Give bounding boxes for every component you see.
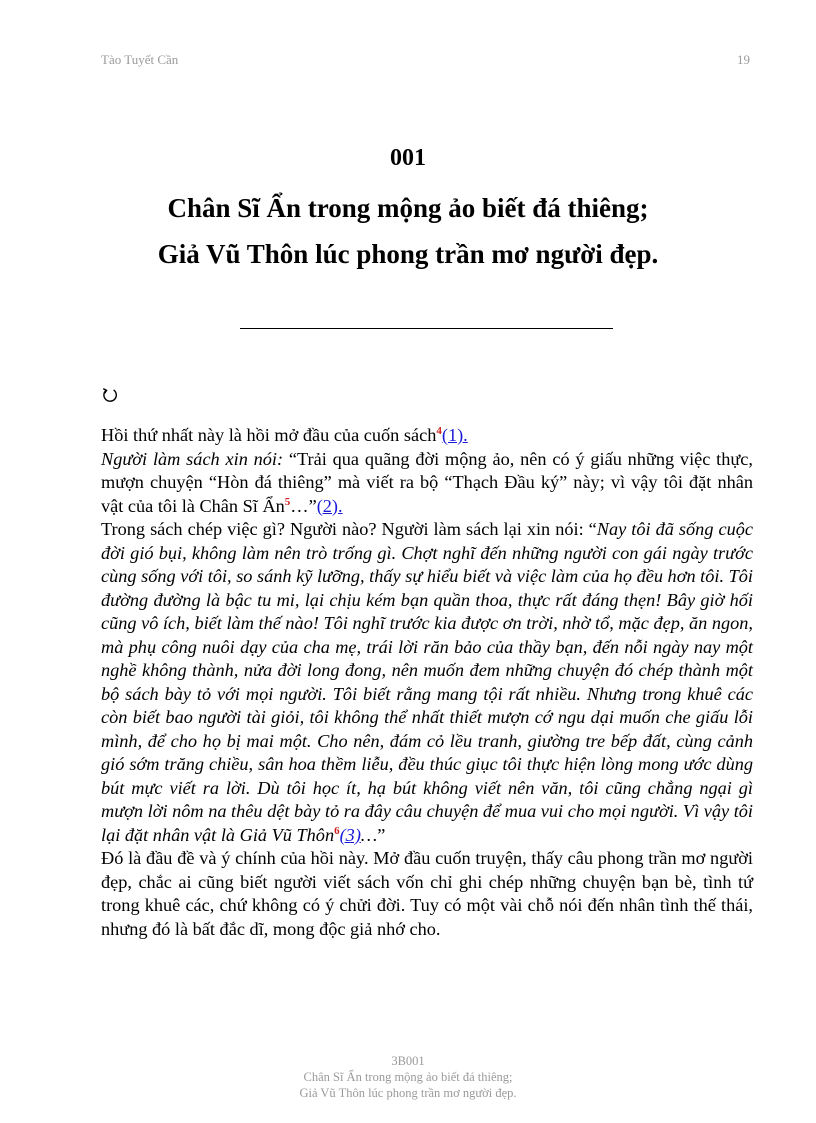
footnote-link-3[interactable]: (3): [339, 824, 361, 845]
chapter-heading: [60, 140, 756, 282]
chapter-title-line-1: Chân Sĩ Ẩn trong mộng ảo biết đá thiêng;: [167, 193, 649, 223]
chapter-number: 001: [390, 145, 426, 171]
header-author: Tào Tuyết Cần: [101, 52, 179, 67]
paragraph-3-italic: Nay tôi đã sống cuộc đời gió bụi, không làm nên trò trống gì. Chợt nghĩ đến những người con gái ngày trước cùng sống với tôi, so sánh kỹ lưỡng, thấy sự hiểu biết và việc làm của họ đều hơn tôi. Tôi đường đường là bậc tu mi, lại chịu kém bạn quần thoa, thực rất đáng thẹn! Bây giờ hối cũng vô ích, biết làm thế nào! Tôi nghĩ trước kia được ơn trời, nhờ tổ, mặc đẹp, ăn ngon, mà phụ công nuôi dạy của cha mẹ, trái lời răn bảo của thầy bạn, đến nỗi ngày nay một nghề không thành, nửa đời long đong, nên muốn đem những chuyện đó chép thành một bộ sách bày tỏ với mọi người. Tôi biết rằng mang tội rất nhiều. Nhưng trong khuê các còn biết bao người tài giỏi, tôi không thể nhất thiết mượn cớ ngu dại muốn che giấu lỗi mình, để cho họ bị mai một. Cho nên, đám cỏ lều tranh, giường tre bếp đất, cùng cảnh gió sớm trăng chiều, sân hoa thềm liễu, đều thúc giục tôi thực hiện lòng mong ước dùng bút mực viết ra lời. Dù tôi học ít, hạ bút không viết nên văn, tôi cũng chẳng ngại gì mượn lời nôm na thêu dệt bày tỏ ra đây câu chuyện để mua vui cho mọi người. Vì vậy tôi lại đặt nhân vật là Giả Vũ Thôn: [101, 519, 753, 845]
paragraph-4: Đó là đầu đề và ý chính của hồi này. Mở đầu cuốn truyện, thấy câu phong trần mơ người đẹp, chắc ai cũng biết người viết sách vốn chỉ ghi chép những chuyện bạn bè, tình tứ trong khuê các, chứ không có ý chửi đời. Tuy có một vài chỗ nói đến nhân tình thế thái, nhưng đó là bất đắc dĩ, mong độc giả nhớ cho.: [101, 848, 753, 939]
undo-icon[interactable]: [101, 386, 119, 404]
footer-line-1: Chân Sĩ Ẩn trong mộng ảo biết đá thiêng;: [303, 1070, 513, 1084]
paragraph-3-close-quote: ”: [377, 824, 386, 845]
footnote-marker-4: 4: [436, 424, 442, 437]
footnote-marker-6: 6: [334, 824, 340, 837]
paragraph-1-text: Hồi thứ nhất này là hồi mở đầu của cuốn sách: [101, 425, 437, 445]
divider-rule: [240, 328, 613, 329]
paragraph-2-text-a: “Trải qua quãng đời mộng ảo, nên có ý giấu những việc thực, mượn chuyện “Hòn đá thiêng” mà viết ra bộ “Thạch Đầu ký” này; vì vậy tôi đặt nhân vật của tôi là Chân Sĩ Ẩn: [101, 448, 753, 516]
paragraph-2: [101, 448, 753, 519]
paragraph-1: [101, 424, 753, 448]
footer-line-2: Giả Vũ Thôn lúc phong trần mơ người đẹp.: [299, 1086, 517, 1100]
body-text: [101, 424, 753, 941]
paragraph-2-lead: Người làm sách xin nói:: [101, 448, 284, 469]
chapter-title-line-2: Giả Vũ Thôn lúc phong trần mơ người đẹp.: [157, 239, 659, 269]
footnote-link-1[interactable]: (1).: [441, 425, 468, 445]
paragraph-3-lead: Trong sách chép việc gì? Người nào? Người làm sách lại xin nói: “: [101, 519, 597, 539]
paragraph-3: [101, 518, 753, 847]
footnote-marker-5: 5: [284, 495, 291, 508]
footer-code: 3B001: [391, 1054, 425, 1068]
paragraph-2-text-b: …”: [290, 495, 317, 516]
header-page-number: 19: [737, 52, 750, 67]
footnote-link-2[interactable]: (2).: [316, 495, 343, 516]
paragraph-3-ellipsis: …: [360, 824, 378, 845]
running-footer: [60, 1053, 756, 1101]
